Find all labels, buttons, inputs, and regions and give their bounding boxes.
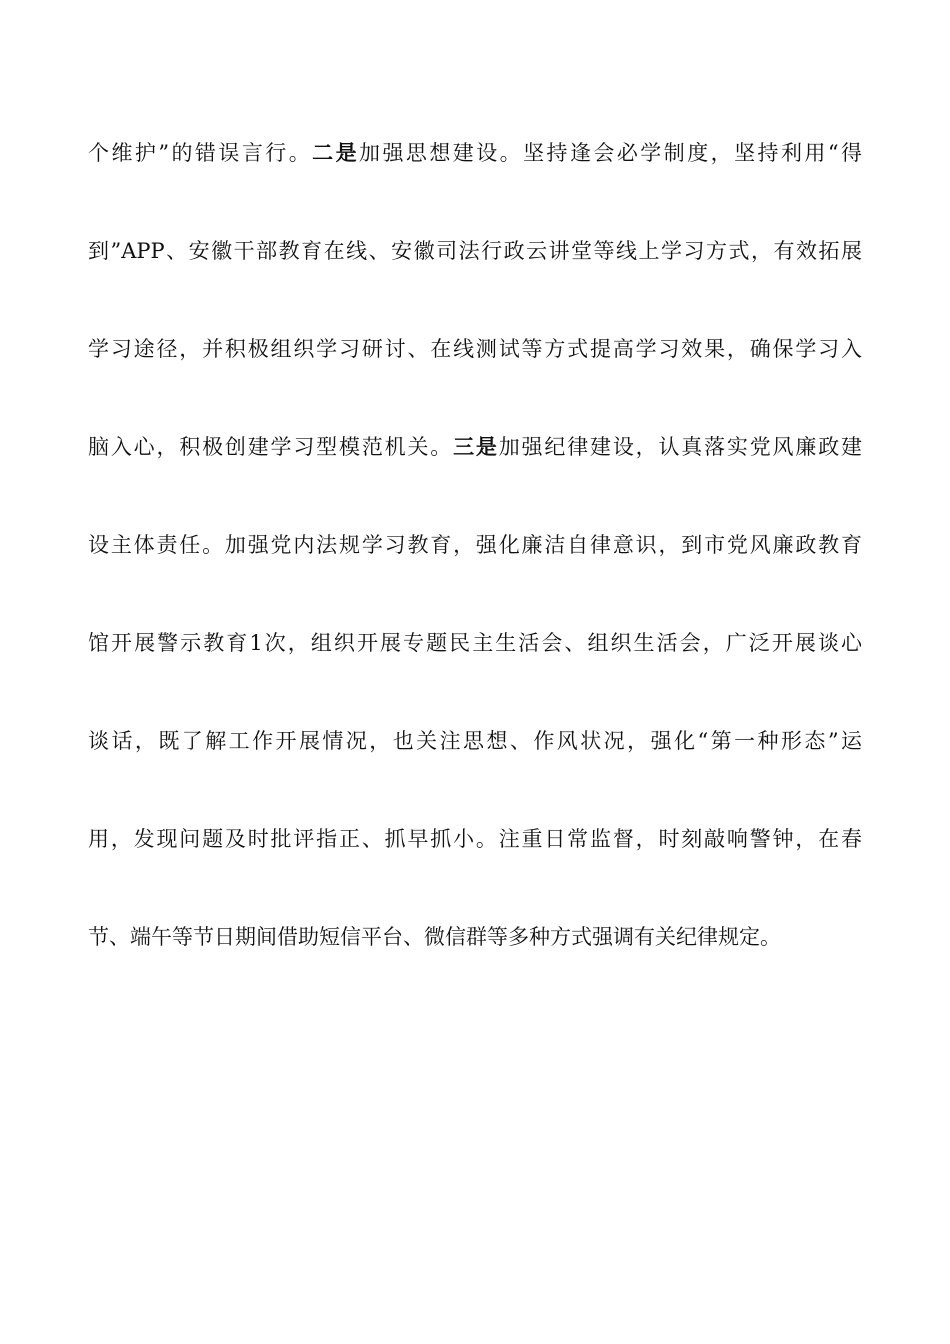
paragraph-line-3 [88, 336, 862, 362]
paragraph-line-2 [88, 238, 862, 264]
line-9-text: 节、端午等节日期间借助短信平台、微信群等多种方式强调有关纪律规定。 [88, 925, 781, 949]
line-1-text-a: 个维护”的错误言行。 [88, 141, 313, 165]
paragraph-line-6 [88, 630, 862, 656]
line-1-bold-label: 二是 [312, 141, 360, 165]
line-3-text: 学习途径，并积极组织学习研讨、在线测试等方式提高学习效果，确保学习入 [88, 337, 862, 361]
line-2-text: 到”APP、安徽干部教育在线、安徽司法行政云讲堂等线上学习方式，有效拓展 [88, 239, 862, 263]
line-4-text-b: 加强纪律建设，认真落实党风廉政建 [498, 435, 863, 459]
line-4-bold-label: 三是 [453, 435, 499, 459]
line-4-text-a: 脑入心，积极创建学习型模范机关。 [88, 435, 454, 459]
line-7-text: 谈话，既了解工作开展情况，也关注思想、作风状况，强化“第一种形态”运 [88, 729, 862, 753]
line-6-text: 馆开展警示教育1次，组织开展专题民主生活会、组织生活会，广泛开展谈心 [88, 631, 862, 655]
paragraph-line-7 [88, 728, 862, 754]
paragraph-line-9 [88, 924, 862, 950]
paragraph-line-1 [88, 140, 862, 166]
paragraph-line-8 [88, 826, 862, 852]
line-1-text-b: 加强思想建设。坚持逢会必学制度，坚持利用“得 [359, 141, 863, 165]
line-8-text: 用，发现问题及时批评指正、抓早抓小。注重日常监督，时刻敲响警钟，在春 [88, 827, 862, 851]
line-5-text: 设主体责任。加强党内法规学习教育，强化廉洁自律意识，到市党风廉政教育 [88, 533, 862, 557]
paragraph-line-4 [88, 434, 862, 460]
paragraph-line-5 [88, 532, 862, 558]
